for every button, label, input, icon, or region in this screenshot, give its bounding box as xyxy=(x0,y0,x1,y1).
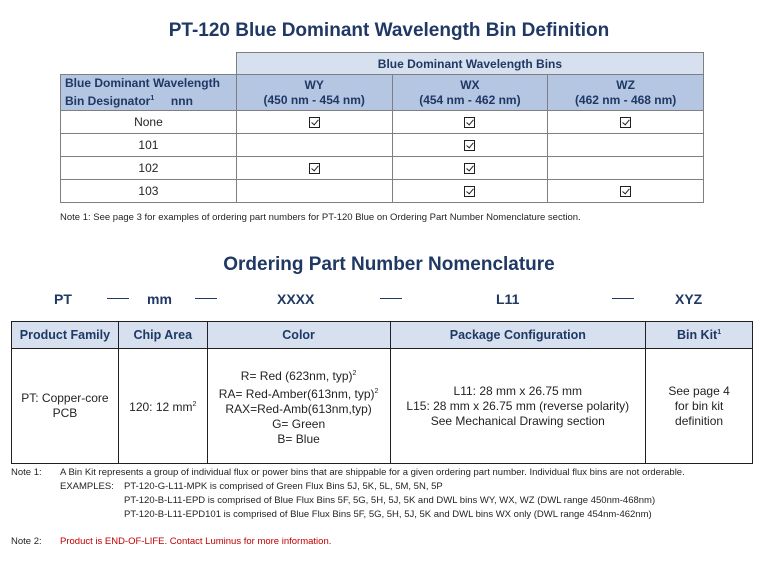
row-label: None xyxy=(61,111,237,134)
check-cell xyxy=(548,111,704,134)
check-cell xyxy=(236,111,392,134)
part-pt: PT xyxy=(54,291,72,307)
package-line: L15: 28 mm x 26.75 mm (reverse polarity) xyxy=(406,398,630,413)
check-cell xyxy=(548,157,704,180)
checkbox-checked-icon xyxy=(620,117,631,128)
package-line: L11: 28 mm x 26.75 mm xyxy=(453,383,583,398)
column-name: WY xyxy=(304,77,324,92)
column-header-wz xyxy=(548,75,704,111)
check-cell xyxy=(392,180,548,203)
cell-chip-area xyxy=(118,349,207,464)
part-separator xyxy=(380,298,402,299)
footnote2-label: Note 2: xyxy=(11,536,42,547)
color-line: B= Blue xyxy=(277,431,320,446)
group-header: Blue Dominant Wavelength Bins xyxy=(236,53,703,75)
color-line: R= Red (623nm, typ) xyxy=(240,368,353,383)
designator-header xyxy=(61,75,237,111)
column-range: (450 nm - 454 nm) xyxy=(263,92,365,107)
column-name: WZ xyxy=(616,77,635,92)
bin-kit-line: See page 4 xyxy=(668,383,730,398)
designator-header-line2: Bin Designator xyxy=(65,94,151,108)
check-cell xyxy=(548,134,704,157)
column-name: WX xyxy=(460,77,480,92)
column-header-wy xyxy=(236,75,392,111)
check-cell xyxy=(236,134,392,157)
color-sup: 2 xyxy=(352,369,357,377)
check-cell xyxy=(392,111,548,134)
part-mm: mm xyxy=(147,291,172,307)
cell-package xyxy=(390,349,646,464)
designator-suffix: nnn xyxy=(170,94,193,108)
color-line: G= Green xyxy=(272,416,326,431)
part-xyz: XYZ xyxy=(675,291,703,307)
checkbox-checked-icon xyxy=(464,140,475,151)
table-row xyxy=(61,180,704,203)
bin-kit-sup: 1 xyxy=(717,328,722,336)
cell-color xyxy=(207,349,390,464)
check-cell xyxy=(392,157,548,180)
footnote1-text: A Bin Kit represents a group of individual flux or power bins that are shippable for a given ordering part number. Individual flux bins are not orderable. xyxy=(60,467,685,478)
checkbox-checked-icon xyxy=(464,163,475,174)
check-cell xyxy=(236,157,392,180)
table-corner xyxy=(61,53,237,75)
nomenclature-title: Ordering Part Number Nomenclature xyxy=(223,254,555,275)
designator-header-line1: Blue Dominant Wavelength xyxy=(65,76,220,90)
footnote2-text: Product is END-OF-LIFE. Contact Luminus for more information. xyxy=(60,536,332,547)
example-line: PT-120-B-L11-EPD101 is comprised of Blue Flux Bins 5F, 5G, 5H, 5J, 5K and DWL bins WX only (DWL range 454nm-462nm) xyxy=(124,509,652,520)
part-xxxx: XXXX xyxy=(277,291,315,307)
column-range: (454 nm - 462 nm) xyxy=(419,92,521,107)
bin-table-note: Note 1: See page 3 for examples of ordering part numbers for PT-120 Blue on Ordering Part Number Nomenclature section. xyxy=(60,212,581,223)
checkbox-checked-icon xyxy=(464,186,475,197)
part-separator xyxy=(612,298,634,299)
header-chip-area: Chip Area xyxy=(118,322,207,349)
column-header-wx xyxy=(392,75,548,111)
color-line: RA= Red-Amber(613nm, typ) xyxy=(218,386,375,401)
checkbox-checked-icon xyxy=(620,186,631,197)
checkbox-checked-icon xyxy=(464,117,475,128)
header-package: Package Configuration xyxy=(390,322,646,349)
checkbox-checked-icon xyxy=(309,163,320,174)
part-separator xyxy=(107,298,129,299)
bin-kit-line: definition xyxy=(675,413,724,428)
table-row xyxy=(61,111,704,134)
table-row xyxy=(61,157,704,180)
part-l11: L11 xyxy=(496,291,520,307)
column-range: (462 nm - 468 nm) xyxy=(574,92,677,107)
check-cell xyxy=(236,180,392,203)
designator-sup: 1 xyxy=(150,95,155,102)
example-line: PT-120-G-L11-MPK is comprised of Green Flux Bins 5J, 5K, 5L, 5M, 5N, 5P xyxy=(124,481,443,492)
chip-area-value: 120: 12 mm xyxy=(129,400,193,414)
header-product-family: Product Family xyxy=(12,322,119,349)
check-cell xyxy=(548,180,704,203)
row-label: 103 xyxy=(61,180,237,203)
cell-bin-kit xyxy=(646,349,753,464)
checkbox-checked-icon xyxy=(309,117,320,128)
bin-kit-line: for bin kit xyxy=(674,398,724,413)
page-title: PT-120 Blue Dominant Wavelength Bin Definition xyxy=(168,20,610,41)
table-row xyxy=(61,134,704,157)
part-separator xyxy=(195,298,217,299)
bin-kit-label: Bin Kit xyxy=(676,328,718,342)
product-family-line: PT: Copper-core xyxy=(21,391,109,405)
header-bin-kit xyxy=(646,322,753,349)
row-label: 102 xyxy=(61,157,237,180)
row-label: 101 xyxy=(61,134,237,157)
color-sup: 2 xyxy=(374,387,379,395)
header-color: Color xyxy=(207,322,390,349)
check-cell xyxy=(392,134,548,157)
package-line: See Mechanical Drawing section xyxy=(430,413,605,428)
example-line: PT-120-B-L11-EPD is comprised of Blue Flux Bins 5F, 5G, 5H, 5J, 5K and DWL bins WY, WX, WZ (DWL range 450nm-468nm) xyxy=(124,495,656,506)
chip-area-sup: 2 xyxy=(192,401,197,408)
color-line: RAX=Red-Amb(613nm,typ) xyxy=(225,401,372,416)
bin-definition-table xyxy=(60,52,704,203)
footnote1-label: Note 1: xyxy=(11,467,42,478)
ordering-table xyxy=(11,321,753,464)
cell-product-family xyxy=(12,349,119,464)
examples-label: EXAMPLES: xyxy=(60,481,114,492)
product-family-line: PCB xyxy=(52,406,78,420)
